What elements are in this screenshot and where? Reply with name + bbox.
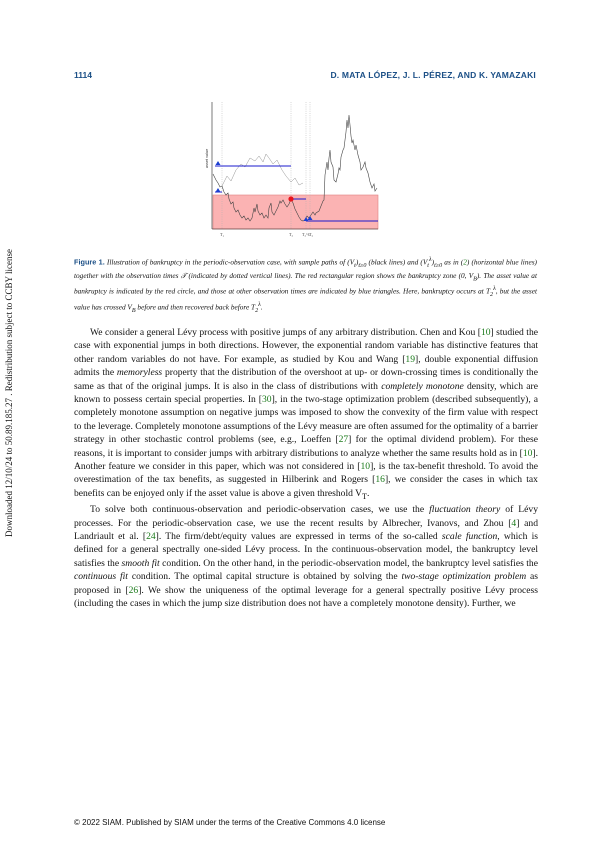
figure-1 [203, 100, 383, 250]
citation-link[interactable]: 24 [146, 531, 156, 542]
observation-marker-1 [216, 161, 221, 165]
download-notice [3, 178, 15, 608]
body-text [74, 326, 538, 610]
paragraph-2: To solve both continuous-observation and periodic-observation cases, we use the fluctuation theory of Lévy processes. For the periodic-observation case, we use the recent results by Albrecher, Ivanovs, and Zhou [4] and Landriault et al. [24]. The firm/debt/equity values are expressed in terms of the so-called scale function, which is defined for a general spectrally one-sided Lévy process. In the continuous-observation model, the bankruptcy level satisfies the smooth fit condition. On the other hand, in the periodic-observation model, the bankruptcy level satisfies the continuous fit condition. The optimal capital structure is obtained by solving the two-stage optimization problem as proposed in [26]. We show the uniqueness of the optimal leverage for a general spectrally positive Lévy process (including the cases in which the jump size distribution does not have a completely monotone density). Further, we [74, 504, 539, 610]
running-authors: D. MATA LÓPEZ, J. L. PÉREZ, AND K. YAMAZAKI [330, 70, 536, 80]
citation-link[interactable]: 27 [338, 434, 349, 446]
citation-link[interactable]: 16 [375, 474, 385, 486]
tick-label-t2-lambda: T₂^λ [302, 232, 310, 237]
download-notice-text: Downloaded 12/10/24 to 50.89.185.27 . Redistribution subject to CCBY license [4, 249, 14, 537]
bankruptcy-zone [213, 195, 378, 229]
citation-link[interactable]: 30 [262, 394, 272, 406]
copyright-footer: © 2022 SIAM. Published by SIAM under the terms of the Creative Commons 4.0 license [74, 818, 386, 827]
citation-link[interactable]: 10 [522, 447, 533, 459]
tick-label-t2: T₂ [289, 232, 293, 237]
paragraph-1: We consider a general Lévy process with positive jumps of any arbitrary distribution. Chen and Kou [10] studied the case with exponential jumps in both directions. However, the exponential random variable has distinctive features that other random variables do not have. For example, as studied by Kou and Wang [19], double exponential diffusion admits the memoryless property that the distribution of the overshoot at up- or down-crossing times is conditionally the same as that of the original jumps. It is also in the class of distributions with completely monotone density, which are known to possess certain special properties. In [30], in the two-stage optimization problem (described subsequently), a completely monotone assumption on negative jumps was imposed to show the convexity of the firm value with respect to the leverage. Completely monotone assumptions of the Lévy measure are often assumed for the optimality of a barrier strategy in other stochastic control problems (see, e.g., Loeffen [27] for the optimal dividend problem). For these reasons, it is important to consider jumps with arbitrary distributions to analyze whether the same results hold as in [10]. Another feature we consider in this paper, which was not considered in [10], is the tax-benefit threshold. To avoid the overestimation of the tax benefits, as suggested in Hilberink and Rogers [16], we consider the cases in which tax benefits can be enjoyed only if the asset value is above a given threshold $V_T$. [74, 327, 539, 501]
y-axis-label: asset value [205, 148, 209, 168]
page-number: 1114 [74, 70, 92, 80]
citation-link[interactable]: 4 [511, 517, 517, 529]
bankruptcy-illustration [203, 100, 383, 245]
citation-link[interactable]: 19 [405, 353, 415, 365]
figure-caption: Figure 1. Illustration of bankruptcy in the periodic-observation case, with sample paths of $(V_t)_{t\ge 0}$ (black lines) and $(V_t^\lambda)_{t\ge 0}$ as in (2) (horizontal blue lines) together with the observation times 𝒯 (indicated by dotted vertical lines). The red rectangular region shows the bankruptcy zone (0, $V_B$). The asset value at bankruptcy is indicated by the red circle, and those at other observation times are indicated by blue triangles. Here, bankruptcy occurs at $T_2^\lambda$, but the asset value has crossed $V_B$ before and then recovered back before $T_2^\lambda$. [74, 257, 537, 315]
asset-value-path-secondary [222, 154, 303, 186]
bankruptcy-marker [288, 196, 293, 201]
citation-link[interactable]: 26 [128, 584, 139, 596]
running-header [74, 70, 536, 84]
citation-link[interactable]: 10 [480, 327, 491, 338]
observation-marker-2 [216, 188, 221, 192]
equation-ref[interactable]: 2 [463, 257, 467, 267]
tick-label-t3: T₃ [309, 232, 313, 237]
figure-label: Figure 1. [74, 257, 105, 267]
citation-link[interactable]: 10 [360, 461, 371, 473]
tick-label-t1: T₁ [220, 232, 224, 237]
